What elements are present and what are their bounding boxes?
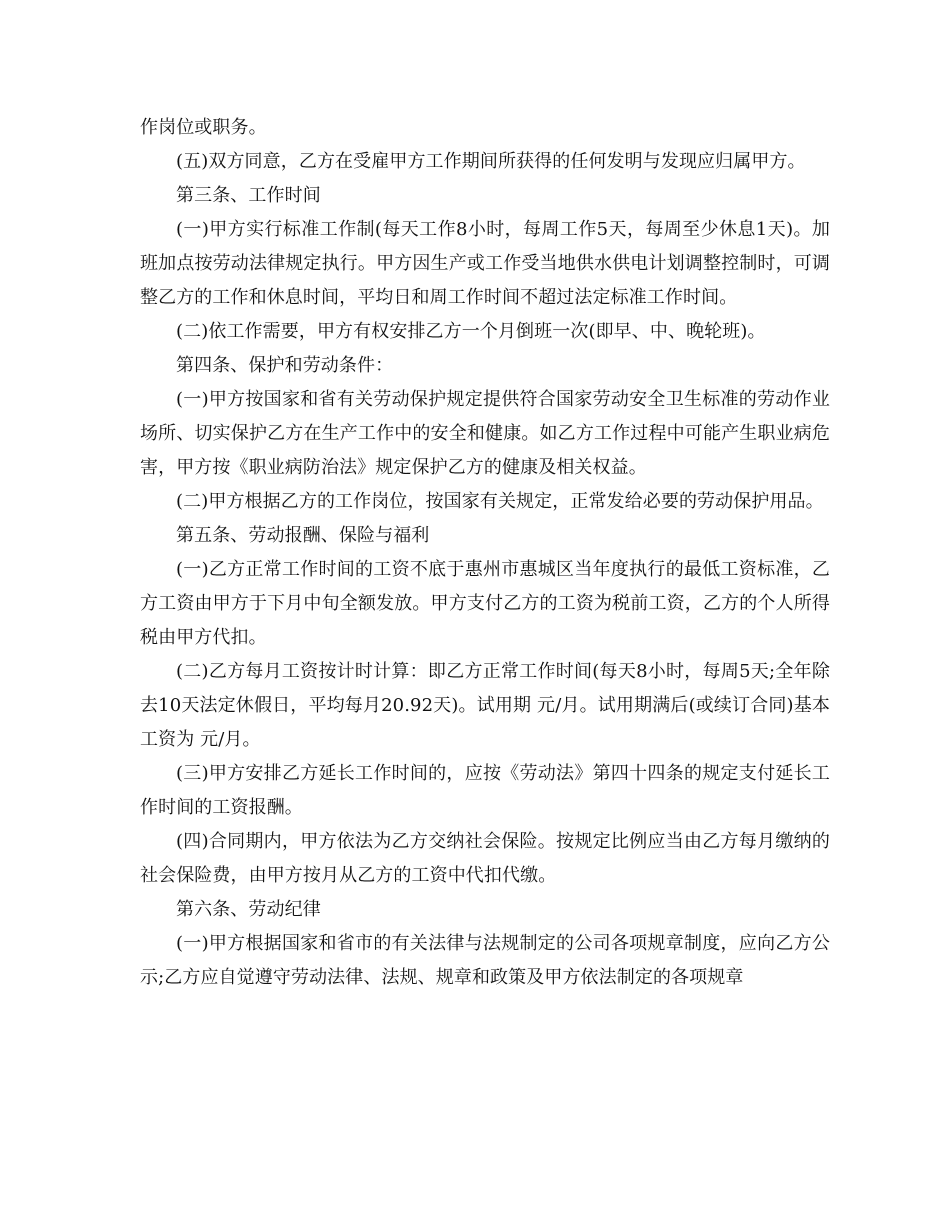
paragraph: (五)双方同意，乙方在受雇甲方工作期间所获得的任何发明与发现应归属甲方。 bbox=[176, 151, 806, 172]
paragraph: (三)甲方安排乙方延长工作时间的，应按《劳动法》第四十四条的规定支付延长工作时间的工资报酬。 bbox=[140, 763, 830, 818]
paragraph: (二)乙方每月工资按计时计算：即乙方正常工作时间(每天8小时，每周5天;全年除去10天法定休假日，平均每月20.92天)。试用期 元/月。试用期满后(或续订合同)基本工资为 元/月。 bbox=[140, 661, 830, 750]
section-heading: 第三条、工作时间 bbox=[176, 185, 321, 206]
document-body bbox=[140, 111, 830, 995]
section-heading: 第四条、保护和劳动条件： bbox=[176, 355, 394, 376]
paragraph: (二)依工作需要，甲方有权安排乙方一个月倒班一次(即早、中、晚轮班)。 bbox=[176, 321, 766, 342]
paragraph: (一)甲方实行标准工作制(每天工作8小时，每周工作5天，每周至少休息1天)。加班加点按劳动法律规定执行。甲方因生产或工作受当地供水供电计划调整控制时，可调整乙方的工作和休息时间，平均日和周工作时间不超过法定标准工作时间。 bbox=[140, 219, 830, 308]
paragraph: 作岗位或职务。 bbox=[140, 117, 267, 138]
paragraph: (四)合同期内，甲方依法为乙方交纳社会保险。按规定比例应当由乙方每月缴纳的社会保险费，由甲方按月从乙方的工资中代扣代缴。 bbox=[140, 831, 830, 886]
paragraph: (一)甲方根据国家和省市的有关法律与法规制定的公司各项规章制度，应向乙方公示;乙方应自觉遵守劳动法律、法规、规章和政策及甲方依法制定的各项规章 bbox=[140, 933, 830, 988]
section-heading: 第六条、劳动纪律 bbox=[176, 899, 321, 920]
section-heading: 第五条、劳动报酬、保险与福利 bbox=[176, 525, 430, 546]
paragraph: (一)甲方按国家和省有关劳动保护规定提供符合国家劳动安全卫生标准的劳动作业场所、切实保护乙方在生产工作中的安全和健康。如乙方工作过程中可能产生职业病危害，甲方按《职业病防治法》规定保护乙方的健康及相关权益。 bbox=[140, 389, 830, 478]
paragraph: (一)乙方正常工作时间的工资不底于惠州市惠城区当年度执行的最低工资标准，乙方工资由甲方于下月中旬全额发放。甲方支付乙方的工资为税前工资，乙方的个人所得税由甲方代扣。 bbox=[140, 559, 830, 648]
paragraph: (二)甲方根据乙方的工作岗位，按国家有关规定，正常发给必要的劳动保护用品。 bbox=[176, 491, 824, 512]
